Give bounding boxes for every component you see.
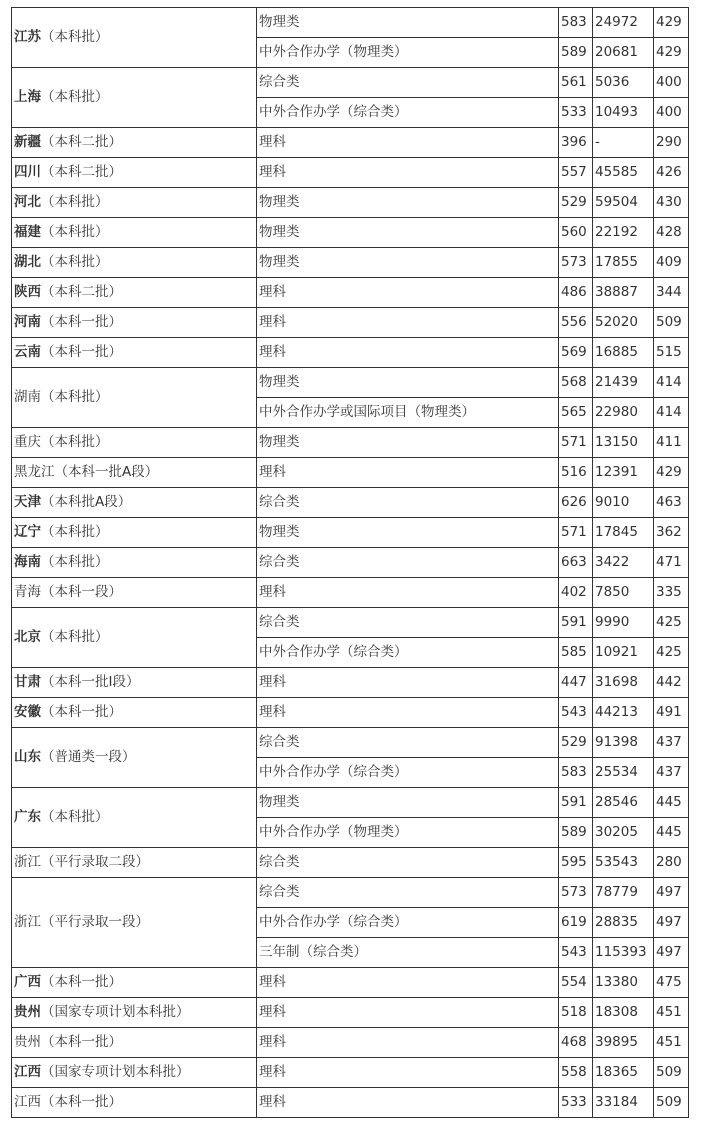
control-line-cell: 429 xyxy=(654,38,689,68)
rank-cell: 38887 xyxy=(593,278,654,308)
min-score-cell: 533 xyxy=(559,98,593,128)
rank-cell: 22980 xyxy=(593,398,654,428)
rank-cell: 17845 xyxy=(593,518,654,548)
province-cell xyxy=(12,308,257,338)
province-name: 河南 xyxy=(14,314,41,330)
category-cell: 理科 xyxy=(257,278,559,308)
category-cell: 理科 xyxy=(257,128,559,158)
admission-batch: （本科一批） xyxy=(41,314,122,330)
table-row xyxy=(12,158,689,188)
category-cell: 理科 xyxy=(257,158,559,188)
min-score-cell: 571 xyxy=(559,428,593,458)
province-cell xyxy=(12,368,257,428)
min-score-cell: 583 xyxy=(559,758,593,788)
rank-cell: 45585 xyxy=(593,158,654,188)
province-cell xyxy=(12,1088,257,1118)
category-cell: 理科 xyxy=(257,338,559,368)
table-row xyxy=(12,1088,689,1118)
province-cell xyxy=(12,608,257,668)
category-cell: 中外合作办学（综合类） xyxy=(257,758,559,788)
table-row xyxy=(12,998,689,1028)
admission-batch: （本科一段） xyxy=(41,584,122,600)
min-score-cell: 529 xyxy=(559,728,593,758)
min-score-cell: 569 xyxy=(559,338,593,368)
table-row xyxy=(12,68,689,98)
category-cell: 物理类 xyxy=(257,188,559,218)
table-row xyxy=(12,218,689,248)
min-score-cell: 626 xyxy=(559,488,593,518)
category-cell: 综合类 xyxy=(257,548,559,578)
admission-batch: （本科批） xyxy=(41,809,109,825)
control-line-cell: 426 xyxy=(654,158,689,188)
rank-cell: 13150 xyxy=(593,428,654,458)
province-cell xyxy=(12,278,257,308)
category-cell: 理科 xyxy=(257,1058,559,1088)
min-score-cell: 561 xyxy=(559,68,593,98)
min-score-cell: 558 xyxy=(559,1058,593,1088)
min-score-cell: 533 xyxy=(559,1088,593,1118)
province-cell xyxy=(12,548,257,578)
admission-batch: （本科一批A段） xyxy=(54,464,159,480)
province-cell xyxy=(12,788,257,848)
control-line-cell: 491 xyxy=(654,698,689,728)
province-name: 甘肃 xyxy=(14,674,41,690)
admission-batch: （本科批） xyxy=(41,434,109,450)
min-score-cell: 529 xyxy=(559,188,593,218)
category-cell: 综合类 xyxy=(257,68,559,98)
rank-cell: 39895 xyxy=(593,1028,654,1058)
category-cell: 理科 xyxy=(257,968,559,998)
province-cell xyxy=(12,578,257,608)
province-cell xyxy=(12,1058,257,1088)
province-name: 黑龙江 xyxy=(14,464,55,480)
category-cell: 中外合作办学（综合类） xyxy=(257,638,559,668)
category-cell: 理科 xyxy=(257,458,559,488)
admission-batch: （本科批A段） xyxy=(41,494,132,510)
province-name: 云南 xyxy=(14,344,41,360)
province-name: 浙江 xyxy=(14,914,41,930)
category-cell: 综合类 xyxy=(257,878,559,908)
min-score-cell: 591 xyxy=(559,788,593,818)
province-cell xyxy=(12,158,257,188)
control-line-cell: 400 xyxy=(654,68,689,98)
category-cell: 物理类 xyxy=(257,218,559,248)
control-line-cell: 411 xyxy=(654,428,689,458)
min-score-cell: 554 xyxy=(559,968,593,998)
control-line-cell: 414 xyxy=(654,368,689,398)
control-line-cell: 451 xyxy=(654,1028,689,1058)
min-score-cell: 583 xyxy=(559,8,593,38)
province-cell xyxy=(12,188,257,218)
category-cell: 综合类 xyxy=(257,608,559,638)
control-line-cell: 400 xyxy=(654,98,689,128)
province-cell xyxy=(12,698,257,728)
control-line-cell: 428 xyxy=(654,218,689,248)
control-line-cell: 515 xyxy=(654,338,689,368)
table-row xyxy=(12,188,689,218)
min-score-cell: 619 xyxy=(559,908,593,938)
control-line-cell: 414 xyxy=(654,398,689,428)
admission-batch: （本科二批） xyxy=(41,164,122,180)
rank-cell: 20681 xyxy=(593,38,654,68)
min-score-cell: 595 xyxy=(559,848,593,878)
min-score-cell: 543 xyxy=(559,938,593,968)
rank-cell: 28835 xyxy=(593,908,654,938)
rank-cell: 33184 xyxy=(593,1088,654,1118)
admission-batch: （普通类一段） xyxy=(41,749,136,765)
category-cell: 理科 xyxy=(257,1088,559,1118)
province-name: 江西 xyxy=(14,1094,41,1110)
admission-batch: （本科一批） xyxy=(41,1094,122,1110)
min-score-cell: 486 xyxy=(559,278,593,308)
control-line-cell: 442 xyxy=(654,668,689,698)
province-cell xyxy=(12,458,257,488)
rank-cell: 10493 xyxy=(593,98,654,128)
table-row xyxy=(12,968,689,998)
category-cell: 综合类 xyxy=(257,848,559,878)
rank-cell: 28546 xyxy=(593,788,654,818)
rank-cell: 9990 xyxy=(593,608,654,638)
table-row xyxy=(12,608,689,638)
rank-cell: 53543 xyxy=(593,848,654,878)
control-line-cell: 451 xyxy=(654,998,689,1028)
province-name: 陕西 xyxy=(14,284,41,300)
min-score-cell: 516 xyxy=(559,458,593,488)
min-score-cell: 589 xyxy=(559,818,593,848)
min-score-cell: 518 xyxy=(559,998,593,1028)
admission-batch: （本科一批） xyxy=(41,344,122,360)
table-row xyxy=(12,668,689,698)
category-cell: 中外合作办学或国际项目（物理类） xyxy=(257,398,559,428)
rank-cell: 7850 xyxy=(593,578,654,608)
province-cell xyxy=(12,998,257,1028)
rank-cell: 115393 xyxy=(593,938,654,968)
admission-batch: （本科批） xyxy=(41,194,109,210)
category-cell: 中外合作办学（综合类） xyxy=(257,98,559,128)
province-name: 湖北 xyxy=(14,254,41,270)
rank-cell: 16885 xyxy=(593,338,654,368)
rank-cell: 25534 xyxy=(593,758,654,788)
table-row xyxy=(12,338,689,368)
category-cell: 综合类 xyxy=(257,728,559,758)
control-line-cell: 290 xyxy=(654,128,689,158)
control-line-cell: 509 xyxy=(654,1058,689,1088)
rank-cell: 12391 xyxy=(593,458,654,488)
province-cell xyxy=(12,1028,257,1058)
admission-score-table xyxy=(11,7,689,1118)
province-cell xyxy=(12,518,257,548)
rank-cell: 13380 xyxy=(593,968,654,998)
province-cell xyxy=(12,428,257,458)
min-score-cell: 556 xyxy=(559,308,593,338)
rank-cell: 3422 xyxy=(593,548,654,578)
rank-cell: 10921 xyxy=(593,638,654,668)
control-line-cell: 471 xyxy=(654,548,689,578)
category-cell: 理科 xyxy=(257,1028,559,1058)
province-name: 天津 xyxy=(14,494,41,510)
min-score-cell: 585 xyxy=(559,638,593,668)
rank-cell: 78779 xyxy=(593,878,654,908)
province-name: 浙江 xyxy=(14,854,41,870)
score-table-container xyxy=(11,7,689,1118)
min-score-cell: 573 xyxy=(559,248,593,278)
table-row xyxy=(12,1058,689,1088)
province-cell xyxy=(12,668,257,698)
admission-batch: （本科批） xyxy=(41,224,109,240)
province-name: 北京 xyxy=(14,629,41,645)
table-row xyxy=(12,578,689,608)
control-line-cell: 409 xyxy=(654,248,689,278)
category-cell: 物理类 xyxy=(257,368,559,398)
province-name: 海南 xyxy=(14,554,41,570)
admission-batch: （本科批） xyxy=(41,254,109,270)
province-name: 广西 xyxy=(14,974,41,990)
table-row xyxy=(12,308,689,338)
category-cell: 物理类 xyxy=(257,428,559,458)
admission-batch: （本科批） xyxy=(41,389,109,405)
table-row xyxy=(12,518,689,548)
rank-cell: 52020 xyxy=(593,308,654,338)
rank-cell: 91398 xyxy=(593,728,654,758)
min-score-cell: 402 xyxy=(559,578,593,608)
rank-cell: - xyxy=(593,128,654,158)
rank-cell: 31698 xyxy=(593,668,654,698)
min-score-cell: 589 xyxy=(559,38,593,68)
control-line-cell: 445 xyxy=(654,788,689,818)
admission-batch: （本科二批） xyxy=(41,284,122,300)
province-name: 辽宁 xyxy=(14,524,41,540)
min-score-cell: 591 xyxy=(559,608,593,638)
admission-batch: （本科一批I段） xyxy=(41,674,140,690)
rank-cell: 30205 xyxy=(593,818,654,848)
control-line-cell: 280 xyxy=(654,848,689,878)
province-cell xyxy=(12,338,257,368)
table-row xyxy=(12,788,689,818)
admission-batch: （国家专项计划本科批） xyxy=(41,1064,190,1080)
category-cell: 理科 xyxy=(257,998,559,1028)
min-score-cell: 573 xyxy=(559,878,593,908)
rank-cell: 24972 xyxy=(593,8,654,38)
min-score-cell: 571 xyxy=(559,518,593,548)
province-cell xyxy=(12,968,257,998)
province-cell xyxy=(12,728,257,788)
control-line-cell: 445 xyxy=(654,818,689,848)
min-score-cell: 557 xyxy=(559,158,593,188)
admission-batch: （平行录取二段） xyxy=(41,854,149,870)
province-cell xyxy=(12,68,257,128)
control-line-cell: 497 xyxy=(654,908,689,938)
table-row xyxy=(12,878,689,908)
rank-cell: 59504 xyxy=(593,188,654,218)
control-line-cell: 509 xyxy=(654,1088,689,1118)
table-row xyxy=(12,698,689,728)
control-line-cell: 509 xyxy=(654,308,689,338)
control-line-cell: 463 xyxy=(654,488,689,518)
admission-batch: （平行录取一段） xyxy=(41,914,149,930)
province-cell xyxy=(12,248,257,278)
control-line-cell: 475 xyxy=(654,968,689,998)
province-name: 江西 xyxy=(14,1064,41,1080)
control-line-cell: 425 xyxy=(654,638,689,668)
province-name: 四川 xyxy=(14,164,41,180)
table-row xyxy=(12,8,689,38)
rank-cell: 17855 xyxy=(593,248,654,278)
control-line-cell: 497 xyxy=(654,878,689,908)
table-row xyxy=(12,548,689,578)
province-name: 福建 xyxy=(14,224,41,240)
table-row xyxy=(12,728,689,758)
category-cell: 中外合作办学（综合类） xyxy=(257,908,559,938)
control-line-cell: 429 xyxy=(654,458,689,488)
min-score-cell: 568 xyxy=(559,368,593,398)
province-cell xyxy=(12,128,257,158)
min-score-cell: 468 xyxy=(559,1028,593,1058)
control-line-cell: 425 xyxy=(654,608,689,638)
table-row xyxy=(12,248,689,278)
table-row xyxy=(12,488,689,518)
rank-cell: 21439 xyxy=(593,368,654,398)
province-name: 贵州 xyxy=(14,1004,41,1020)
province-name: 上海 xyxy=(14,89,41,105)
table-row xyxy=(12,1028,689,1058)
province-name: 广东 xyxy=(14,809,41,825)
min-score-cell: 543 xyxy=(559,698,593,728)
control-line-cell: 437 xyxy=(654,758,689,788)
category-cell: 物理类 xyxy=(257,518,559,548)
category-cell: 中外合作办学（物理类） xyxy=(257,38,559,68)
admission-batch: （本科批） xyxy=(41,29,109,45)
province-cell xyxy=(12,848,257,878)
province-name: 贵州 xyxy=(14,1034,41,1050)
min-score-cell: 663 xyxy=(559,548,593,578)
admission-batch: （本科批） xyxy=(41,89,109,105)
admission-batch: （本科批） xyxy=(41,629,109,645)
admission-batch: （本科一批） xyxy=(41,1034,122,1050)
control-line-cell: 429 xyxy=(654,8,689,38)
category-cell: 物理类 xyxy=(257,788,559,818)
admission-batch: （本科一批） xyxy=(41,704,122,720)
control-line-cell: 497 xyxy=(654,938,689,968)
province-name: 山东 xyxy=(14,749,41,765)
province-cell xyxy=(12,878,257,968)
category-cell: 物理类 xyxy=(257,248,559,278)
category-cell: 三年制（综合类） xyxy=(257,938,559,968)
control-line-cell: 335 xyxy=(654,578,689,608)
control-line-cell: 430 xyxy=(654,188,689,218)
province-name: 河北 xyxy=(14,194,41,210)
province-name: 新疆 xyxy=(14,134,41,150)
admission-batch: （本科批） xyxy=(41,554,109,570)
category-cell: 物理类 xyxy=(257,8,559,38)
admission-batch: （本科批） xyxy=(41,524,109,540)
province-cell xyxy=(12,218,257,248)
table-row xyxy=(12,368,689,398)
province-cell xyxy=(12,8,257,68)
rank-cell: 9010 xyxy=(593,488,654,518)
min-score-cell: 447 xyxy=(559,668,593,698)
category-cell: 理科 xyxy=(257,308,559,338)
province-cell xyxy=(12,488,257,518)
province-name: 青海 xyxy=(14,584,41,600)
table-row xyxy=(12,278,689,308)
admission-batch: （本科二批） xyxy=(41,134,122,150)
province-name: 江苏 xyxy=(14,29,41,45)
control-line-cell: 344 xyxy=(654,278,689,308)
category-cell: 综合类 xyxy=(257,488,559,518)
category-cell: 理科 xyxy=(257,698,559,728)
table-row xyxy=(12,128,689,158)
control-line-cell: 362 xyxy=(654,518,689,548)
rank-cell: 5036 xyxy=(593,68,654,98)
admission-batch: （本科一批） xyxy=(41,974,122,990)
table-row xyxy=(12,458,689,488)
province-name: 安徽 xyxy=(14,704,41,720)
table-row xyxy=(12,428,689,458)
control-line-cell: 437 xyxy=(654,728,689,758)
category-cell: 理科 xyxy=(257,668,559,698)
admission-batch: （国家专项计划本科批） xyxy=(41,1004,190,1020)
rank-cell: 18365 xyxy=(593,1058,654,1088)
min-score-cell: 396 xyxy=(559,128,593,158)
min-score-cell: 560 xyxy=(559,218,593,248)
table-row xyxy=(12,848,689,878)
rank-cell: 18308 xyxy=(593,998,654,1028)
category-cell: 理科 xyxy=(257,578,559,608)
min-score-cell: 565 xyxy=(559,398,593,428)
province-name: 湖南 xyxy=(14,389,41,405)
rank-cell: 44213 xyxy=(593,698,654,728)
province-name: 重庆 xyxy=(14,434,41,450)
score-table-body xyxy=(12,8,689,1118)
category-cell: 中外合作办学（物理类） xyxy=(257,818,559,848)
rank-cell: 22192 xyxy=(593,218,654,248)
